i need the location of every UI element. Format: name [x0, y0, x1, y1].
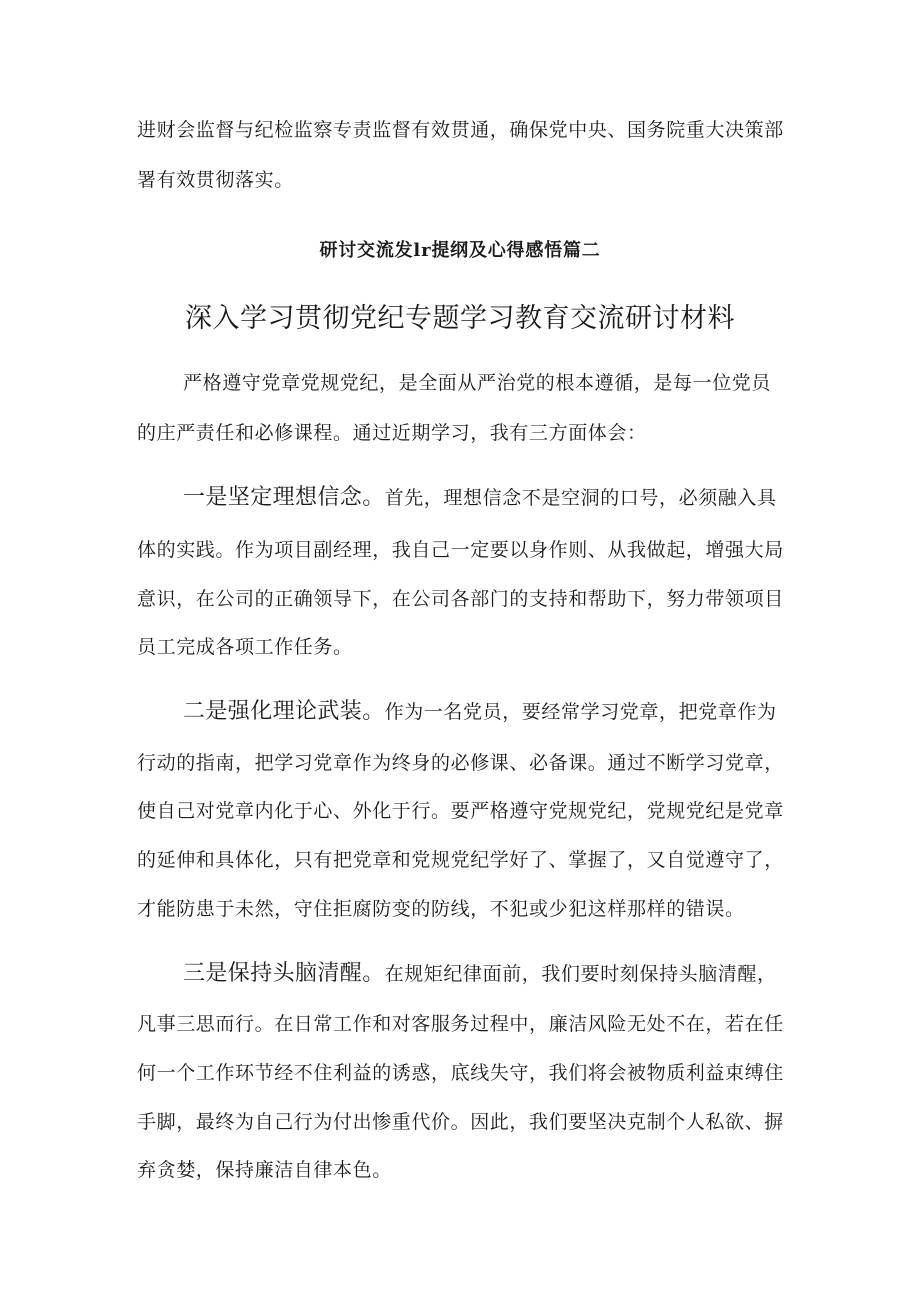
- section-heading: 研讨交流发lr提纲及心得感悟篇二: [319, 240, 601, 261]
- point-three-text-1: 在规矩纪律面前，我们要时刻保持头脑清醒，: [384, 963, 777, 985]
- point-one-text-1: 首先，理想信念不是空洞的口号，必须融入具: [384, 487, 777, 509]
- point-two-line-1: [183, 698, 777, 726]
- point-three-lead: 三是保持头脑清醒。: [183, 961, 385, 986]
- point-one-line-4: 员工完成各项工作任务。: [137, 636, 353, 658]
- point-one-lead: 一是坚定理想信念。: [183, 485, 385, 510]
- point-three-line-3: 何一个工作环节经不住利益的诱惑，底线失守，我们将会被物质利益束缚住: [137, 1062, 784, 1084]
- point-three-line-1: [183, 960, 777, 988]
- point-one-line-3: 意识，在公司的正确领导下，在公司各部门的支持和帮助下，努力带领项目: [137, 588, 784, 610]
- point-two-line-5: 才能防患于未然，守住拒腐防变的防线，不犯或少犯这样那样的错误。: [137, 898, 745, 920]
- point-two-lead: 二是强化理论武装。: [183, 699, 385, 724]
- point-one-line-2: 体的实践。作为项目副经理，我自己一定要以身作则、从我做起，增强大局: [137, 539, 784, 561]
- point-two-text-1: 作为一名党员，要经常学习党章，把党章作为: [384, 701, 777, 723]
- point-one-line-1: [183, 484, 777, 512]
- point-two-line-2: 行动的指南，把学习党章作为终身的必修课、必备课。通过不断学习党章，: [137, 752, 784, 774]
- point-two-line-3: 使自己对党章内化于心、外化于行。要严格遵守党规党纪，党规党纪是党章: [137, 800, 784, 822]
- point-three-line-2: 凡事三思而行。在日常工作和对客服务过程中，廉洁风险无处不在，若在任: [137, 1013, 784, 1035]
- opening-line-1: 严格遵守党章党规党纪，是全面从严治党的根本遵循，是每一位党员: [183, 372, 772, 394]
- point-two-line-4: 的延伸和具体化，只有把党章和党规党纪学好了、掌握了，又自觉遵守了，: [137, 849, 784, 871]
- point-three-line-4: 手脚，最终为自己行为付出惨重代价。因此，我们要坚决克制个人私欲、摒: [137, 1111, 784, 1133]
- document-title: 深入学习贯彻党纪专题学习教育交流研讨材料: [185, 303, 735, 334]
- intro-line-1: 进财会监督与纪检监察专责监督有效贯通，确保党中央、国务院重大决策部: [137, 119, 784, 141]
- intro-line-2: 署有效贯彻落实。: [137, 169, 294, 191]
- opening-line-2: 的庄严责任和必修课程。通过近期学习，我有三方面体会：: [137, 422, 647, 444]
- point-three-line-5: 弃贪婪，保持廉洁自律本色。: [137, 1159, 392, 1181]
